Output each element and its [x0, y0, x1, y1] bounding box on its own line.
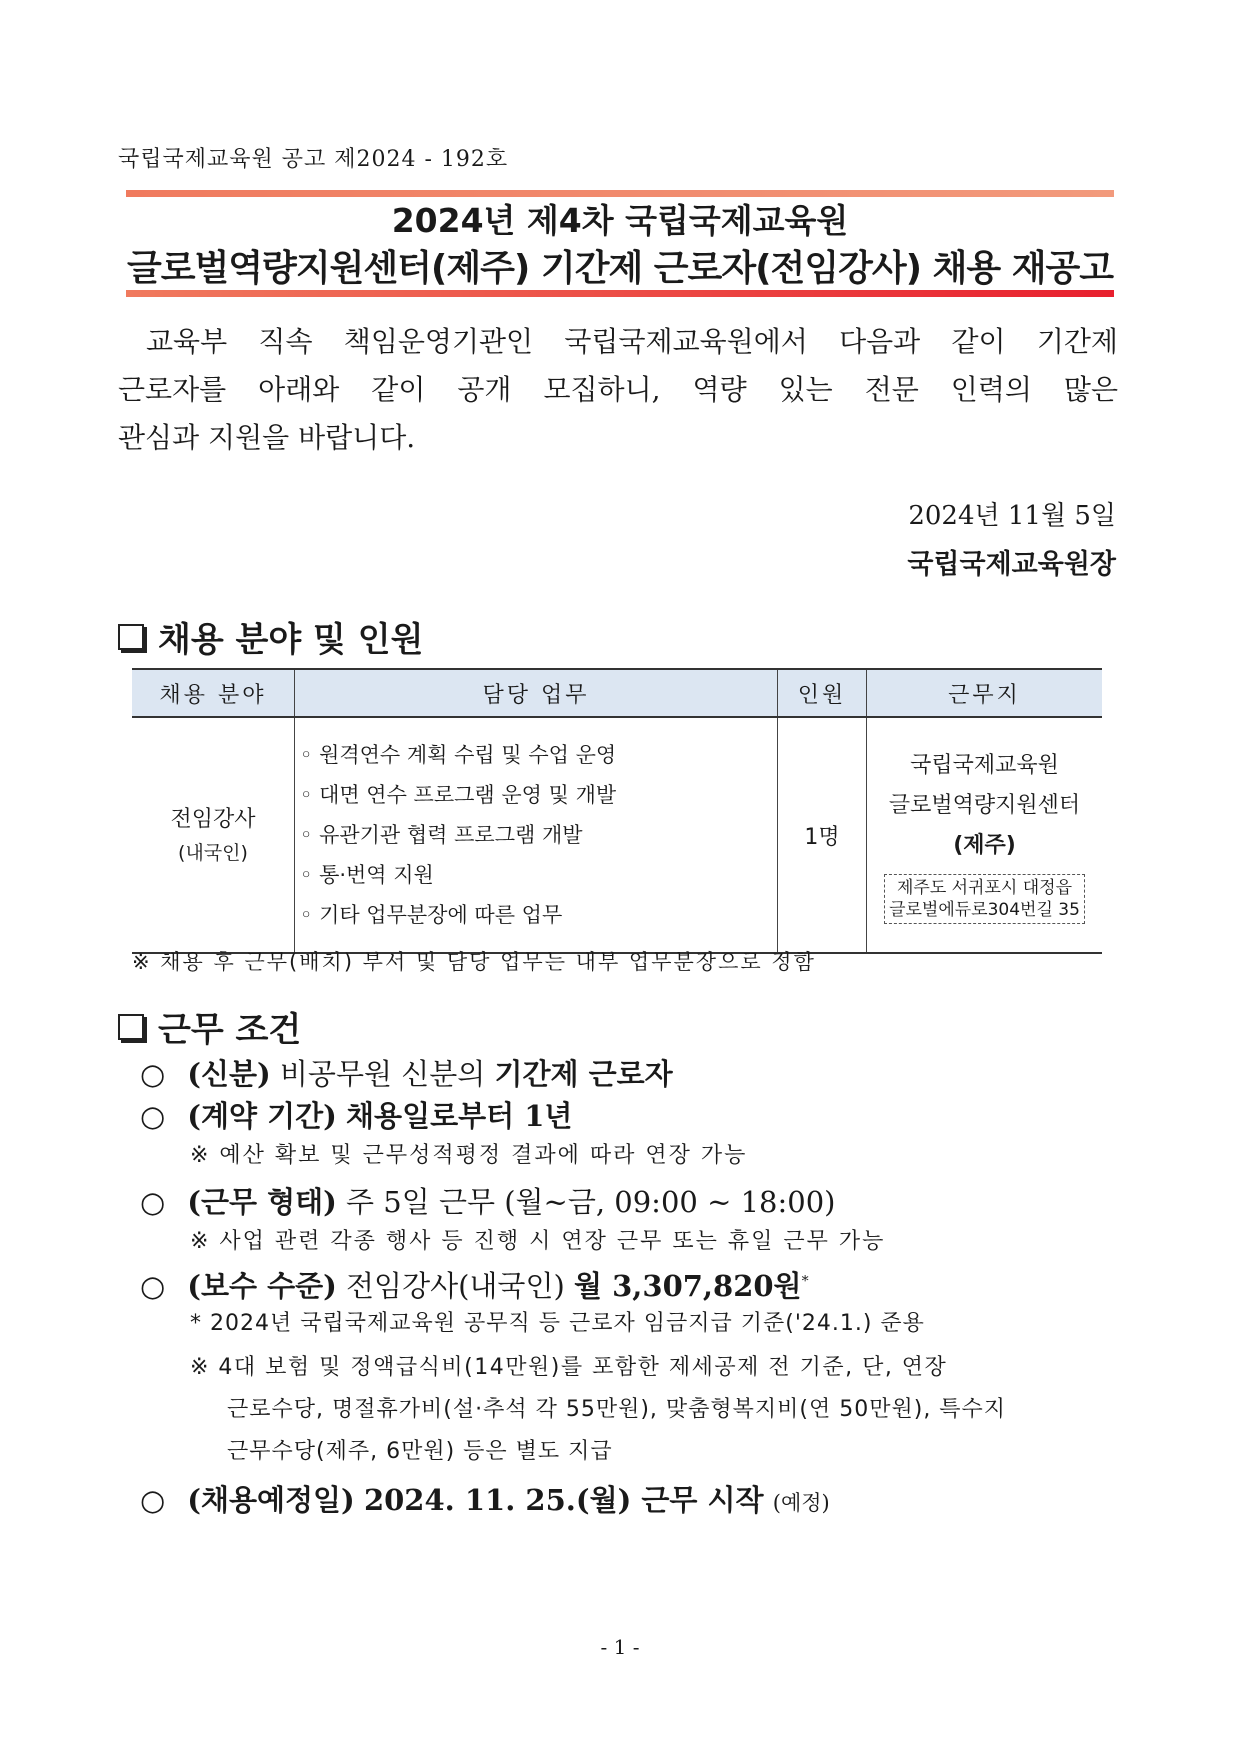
cell-duties [295, 717, 778, 953]
duty-item: ◦ 원격연수 계획 수립 및 수업 운영 [296, 735, 776, 775]
address-box [884, 874, 1085, 924]
table-row [132, 717, 1102, 953]
pay-note-2-line-3: 근무수당(제주, 6만원) 등은 별도 지급 [227, 1439, 613, 1464]
issuer: 국립국제교육원장 [907, 549, 1116, 580]
start-suffix: (예정) [772, 1491, 830, 1515]
site-line-2: 글로벌역량지원센터 [888, 793, 1081, 818]
field-sub: (내국인) [178, 842, 248, 864]
address-line-2: 글로벌에듀로304번길 35 [889, 900, 1080, 920]
cell-site [867, 717, 1103, 953]
title-bottom-rule [126, 290, 1114, 297]
document-title-line2: 글로벌역량지원센터(제주) 기간제 근로자(전임강사) 채용 재공고 [126, 248, 1114, 289]
work-type-text: 주 5일 근무 (월~금, 09:00 ~ 18:00) [346, 1185, 836, 1219]
section-recruit-heading [118, 612, 423, 661]
status-text: 비공무원 신분의 [279, 1057, 486, 1091]
section-conditions-heading [118, 1002, 301, 1051]
notice-date: 2024년 11월 5일 [908, 501, 1116, 531]
table-header-row [132, 669, 1102, 717]
bullet-icon: ○ [140, 1269, 166, 1303]
start-value: 2024. 11. 25.(월) 근무 시작 [363, 1483, 764, 1517]
intro-line-1: 교육부 직속 책임운영기관인 국립국제교육원에서 다음과 같이 기간제 [146, 325, 1118, 358]
condition-pay [140, 1264, 809, 1305]
pay-note-2-line-2: 근로수당, 명절휴가비(설·추석 각 55만원), 맞춤형복지비(연 50만원), 특수지 [227, 1397, 1007, 1422]
site-line-3: (제주) [953, 833, 1016, 858]
pay-footnote-mark: * [801, 1273, 809, 1290]
intro-paragraph [118, 318, 1118, 462]
contract-label: (계약 기간) [187, 1099, 337, 1133]
duty-item: ◦ 통·번역 지원 [296, 855, 776, 895]
checkbox-icon [118, 1014, 144, 1040]
cell-field [132, 717, 295, 953]
site-line-1: 국립국제교육원 [910, 753, 1059, 778]
cell-count: 1명 [778, 717, 867, 953]
pay-label: (보수 수준) [187, 1269, 337, 1303]
duty-item: ◦ 대면 연수 프로그램 운영 및 개발 [296, 775, 776, 815]
address-line-1: 제주도 서귀포시 대정읍 [896, 878, 1072, 898]
status-label: (신분) [187, 1057, 271, 1091]
bullet-icon: ○ [140, 1099, 166, 1133]
section-conditions-title: 근무 조건 [158, 1010, 302, 1050]
pay-note-1: * 2024년 국립국제교육원 공무직 등 근로자 임금지급 기준('24.1.) 준용 [190, 1311, 925, 1336]
page-number: - 1 - [600, 1635, 640, 1659]
recruit-table [132, 668, 1102, 954]
section-recruit-title: 채용 분야 및 인원 [158, 620, 424, 660]
intro-line-2: 근로자를 아래와 같이 공개 모집하니, 역량 있는 전문 인력의 많은 [118, 373, 1118, 406]
document-title-line1: 2024년 제4차 국립국제교육원 [391, 201, 849, 240]
bullet-icon: ○ [140, 1185, 166, 1219]
checkbox-icon [118, 624, 144, 650]
header-count: 인원 [778, 669, 867, 717]
header-site: 근무지 [867, 669, 1103, 717]
status-value: 기간제 근로자 [494, 1057, 673, 1091]
start-label: (채용예정일) [187, 1483, 355, 1517]
duty-item: ◦ 기타 업무분장에 따른 업무 [296, 895, 776, 935]
condition-status [140, 1052, 673, 1093]
header-field: 채용 분야 [132, 669, 295, 717]
contract-note: ※ 예산 확보 및 근무성적평정 결과에 따라 연장 가능 [190, 1143, 748, 1168]
table-note: ※ 채용 후 근무(배치) 부서 및 담당 업무는 내부 업무분장으로 정함 [132, 950, 816, 974]
work-type-label: (근무 형태) [187, 1185, 337, 1219]
condition-work-type [140, 1180, 835, 1221]
intro-line-3: 관심과 지원을 바랍니다. [118, 421, 416, 454]
pay-note-2-line-1: ※ 4대 보험 및 정액급식비(14만원)를 포함한 제세공제 전 기준, 단, 연장 [190, 1355, 948, 1380]
duty-item: ◦ 유관기관 협력 프로그램 개발 [296, 815, 776, 855]
pay-value: 월 3,307,820원 [574, 1269, 802, 1303]
condition-start-date [140, 1478, 830, 1519]
contract-value: 채용일로부터 1년 [346, 1099, 573, 1133]
pay-text: 전임강사(내국인) [346, 1269, 565, 1303]
header-duty: 담당 업무 [295, 669, 778, 717]
field-name: 전임강사 [170, 807, 256, 832]
bullet-icon: ○ [140, 1483, 166, 1517]
condition-contract [140, 1094, 572, 1135]
bullet-icon: ○ [140, 1057, 166, 1091]
work-type-note: ※ 사업 관련 각종 행사 등 진행 시 연장 근무 또는 휴일 근무 가능 [190, 1229, 886, 1254]
notice-number: 국립국제교육원 공고 제2024 - 192호 [118, 147, 509, 172]
